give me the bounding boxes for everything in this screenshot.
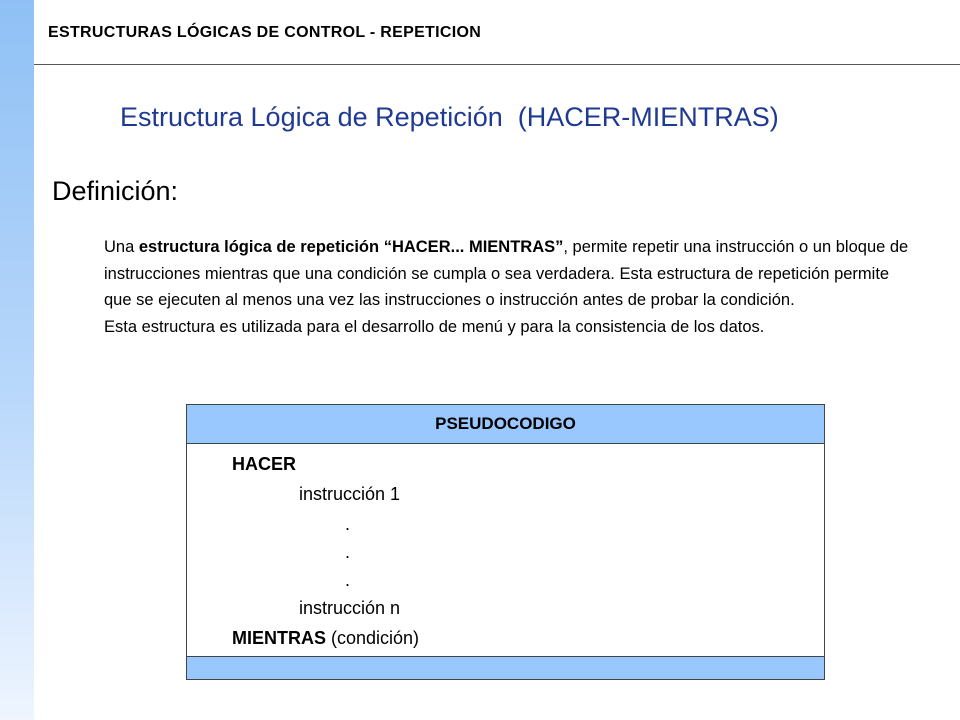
header-divider bbox=[34, 64, 960, 65]
p1-bold-structure: “HACER... MIENTRAS” bbox=[383, 238, 564, 256]
pseudo-hacer: HACER bbox=[232, 454, 297, 474]
pseudo-ellipsis-dot-2: . bbox=[345, 542, 351, 562]
pseudo-instruction-1: instrucción 1 bbox=[299, 484, 401, 504]
paragraph-1 bbox=[104, 234, 914, 314]
pseudo-mientras-keyword: MIENTRAS bbox=[232, 628, 326, 648]
pseudocode-footer bbox=[187, 656, 824, 679]
pseudocode-table bbox=[186, 404, 825, 680]
pseudo-ellipsis-dot-3: . bbox=[345, 570, 351, 590]
pseudo-ellipsis-dot-1: . bbox=[345, 514, 351, 534]
pseudo-mientras-condition: (condición) bbox=[326, 628, 420, 648]
paragraph-2: Esta estructura es utilizada para el desarrollo de menú y para la consistencia de los datos. bbox=[104, 317, 765, 336]
left-accent-bar bbox=[0, 0, 34, 720]
p1-bold-term: estructura lógica de repetición bbox=[138, 238, 380, 256]
definition-heading: Definición: bbox=[52, 176, 179, 206]
pseudo-mientras-line bbox=[232, 628, 419, 649]
pseudo-instruction-n: instrucción n bbox=[299, 598, 401, 618]
p1-intro: Una bbox=[104, 238, 139, 256]
pseudocode-header: PSEUDOCODIGO bbox=[187, 405, 824, 444]
header-title: ESTRUCTURAS LÓGICAS DE CONTROL - REPETICION bbox=[48, 24, 482, 41]
definition-paragraph bbox=[104, 234, 914, 340]
p1-rest: , permite repetir una instrucción o un bloque de instrucciones mientras que una condición se cumpla o sea verdadera. Esta estructura de repetición permite que se ejecuten al menos una vez las instrucciones o instrucción antes de probar la condición. bbox=[104, 238, 909, 309]
pseudocode-body bbox=[187, 444, 824, 658]
slide-title: Estructura Lógica de Repetición (HACER-MIENTRAS) bbox=[120, 102, 779, 132]
